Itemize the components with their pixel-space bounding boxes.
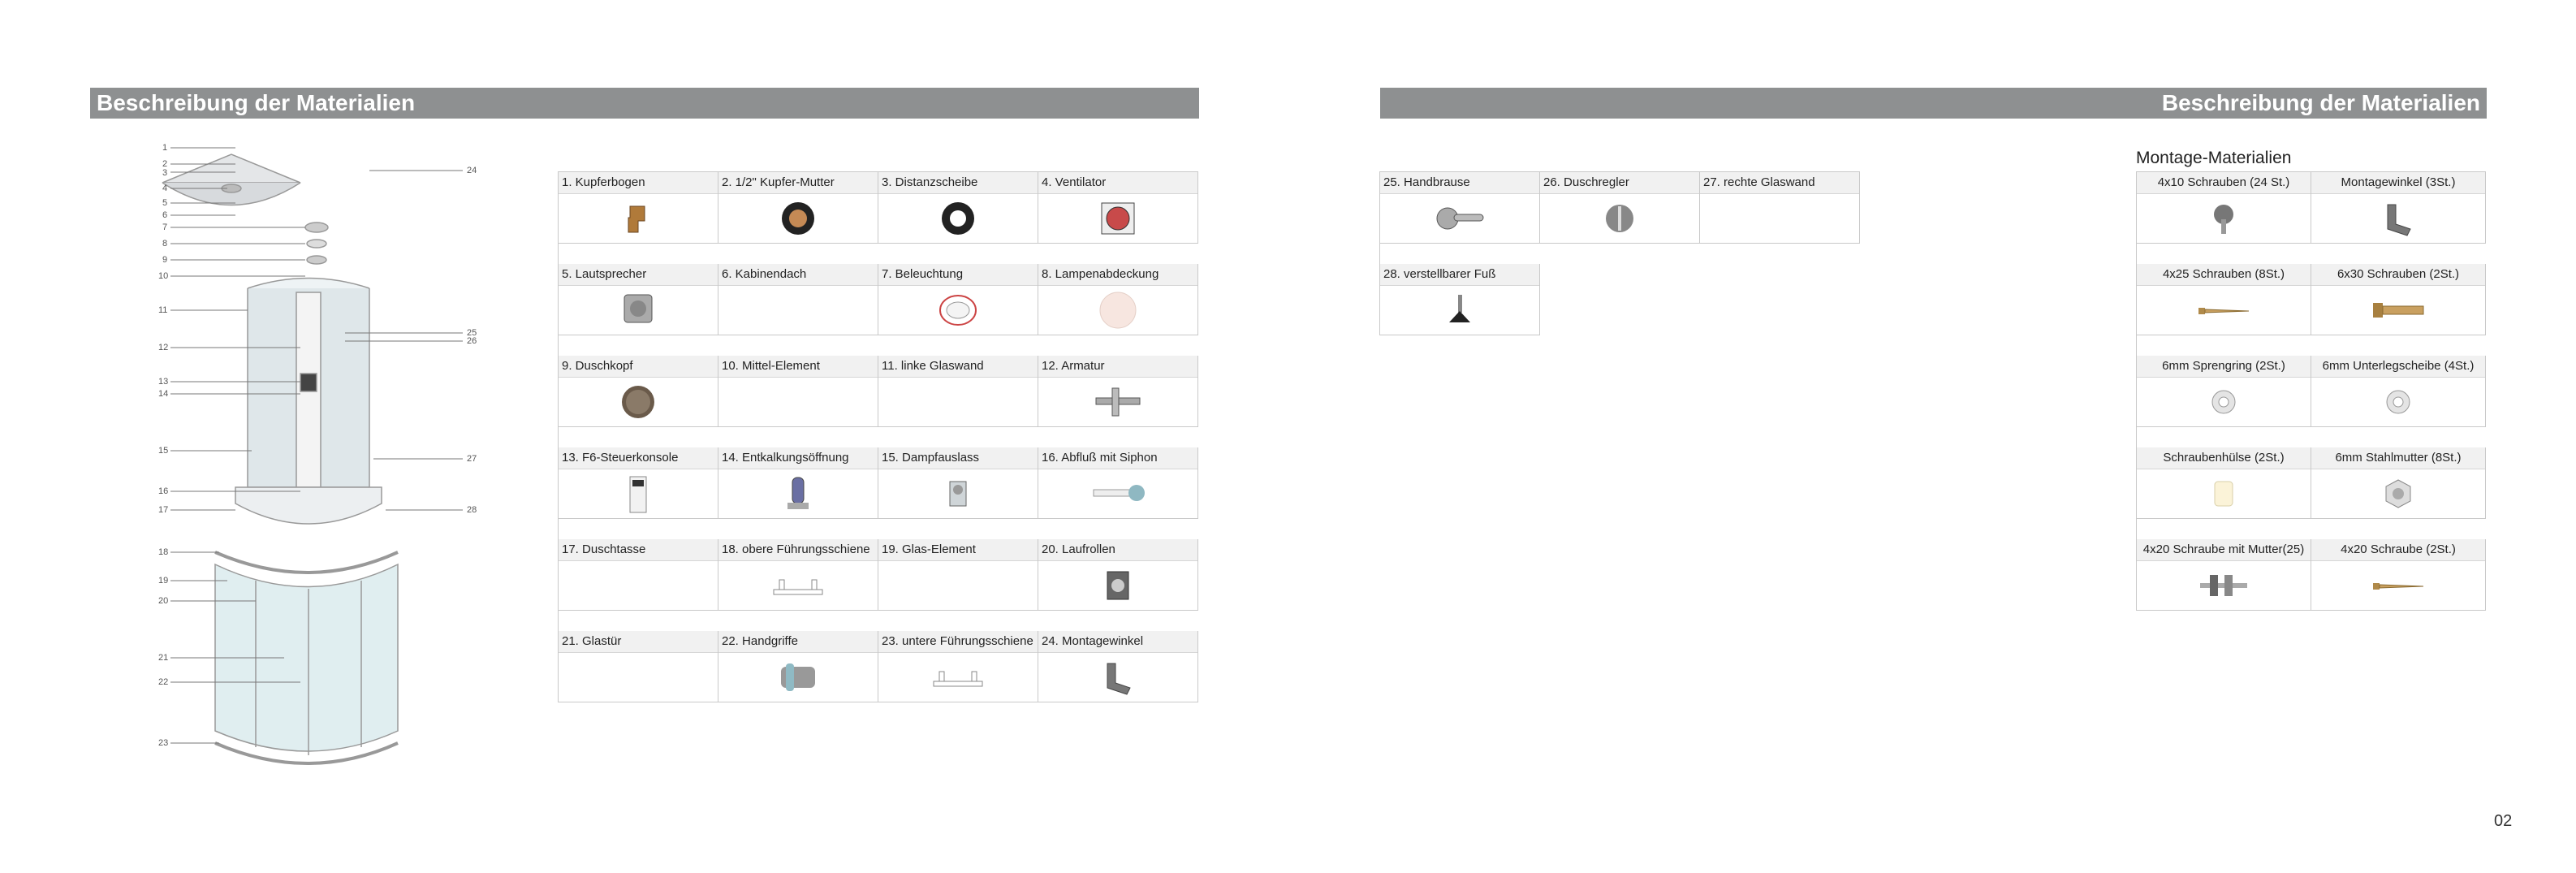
part-label: 22. Handgriffe xyxy=(718,631,878,653)
small-screw-icon xyxy=(2137,194,2311,243)
svg-text:7: 7 xyxy=(162,223,168,232)
handle-icon xyxy=(718,653,878,702)
fan-icon xyxy=(1038,194,1197,243)
part-label: 7. Beleuchtung xyxy=(878,264,1038,286)
part-label: 6x30 Schrauben (2St.) xyxy=(2311,264,2485,286)
svg-text:24: 24 xyxy=(467,166,477,175)
part-cell xyxy=(718,356,878,427)
svg-text:4: 4 xyxy=(162,184,168,193)
control-panel-icon xyxy=(559,469,718,518)
part-cell xyxy=(718,539,878,611)
part-label: 17. Duschtasse xyxy=(559,539,718,561)
thin-screw-icon xyxy=(2311,561,2485,610)
svg-text:14: 14 xyxy=(158,389,169,399)
part-cell xyxy=(1038,447,1198,519)
part-label: 8. Lampenabdeckung xyxy=(1038,264,1197,286)
svg-text:16: 16 xyxy=(158,486,169,496)
part-label: 24. Montagewinkel xyxy=(1038,631,1197,653)
lamp-cover-icon xyxy=(1038,286,1197,335)
part-cell xyxy=(878,172,1038,244)
part-image-empty xyxy=(718,378,878,426)
part-cell xyxy=(718,172,878,244)
part-label: Montagewinkel (3St.) xyxy=(2311,172,2485,194)
bolt-icon xyxy=(2311,286,2485,335)
angle-bracket-icon xyxy=(1038,653,1197,702)
part-cell xyxy=(718,447,878,519)
upper-rail-icon xyxy=(718,561,878,610)
hex-nut-icon xyxy=(2311,469,2485,518)
hand-shower-icon xyxy=(1380,194,1539,243)
roller-icon xyxy=(1038,561,1197,610)
part-cell xyxy=(1038,264,1198,335)
svg-text:23: 23 xyxy=(158,738,169,748)
part-label: 26. Duschregler xyxy=(1540,172,1699,194)
part-cell xyxy=(2137,172,2311,244)
part-label: 6mm Stahlmutter (8St.) xyxy=(2311,447,2485,469)
part-cell xyxy=(2311,447,2486,519)
svg-text:13: 13 xyxy=(158,377,169,387)
part-image-empty xyxy=(1700,194,1859,243)
part-cell xyxy=(2137,264,2311,335)
part-cell xyxy=(718,264,878,335)
part-label: 19. Glas-Element xyxy=(878,539,1038,561)
svg-text:19: 19 xyxy=(158,576,169,586)
part-cell xyxy=(2311,172,2486,244)
part-cell xyxy=(878,631,1038,702)
svg-text:26: 26 xyxy=(467,336,477,346)
part-label: 3. Distanzscheibe xyxy=(878,172,1038,194)
part-label: Schraubenhülse (2St.) xyxy=(2137,447,2311,469)
part-cell xyxy=(878,356,1038,427)
part-cell xyxy=(559,539,718,611)
part-cell xyxy=(2311,264,2486,335)
svg-text:1: 1 xyxy=(162,143,168,153)
adjustable-foot-icon xyxy=(1380,286,1539,335)
svg-text:8: 8 xyxy=(162,239,168,249)
svg-text:10: 10 xyxy=(158,271,169,281)
part-image-empty xyxy=(878,378,1038,426)
part-label: 11. linke Glaswand xyxy=(878,356,1038,378)
part-label: 14. Entkalkungsöffnung xyxy=(718,447,878,469)
svg-text:5: 5 xyxy=(162,198,168,208)
part-label: 4x20 Schraube mit Mutter(25) xyxy=(2137,539,2311,561)
part-cell xyxy=(1380,172,1540,244)
lighting-icon xyxy=(878,286,1038,335)
parts-table-continued xyxy=(1379,171,1860,335)
part-cell xyxy=(2311,356,2486,427)
part-label: 6mm Sprengring (2St.) xyxy=(2137,356,2311,378)
part-label: 20. Laufrollen xyxy=(1038,539,1197,561)
svg-text:3: 3 xyxy=(162,168,168,178)
svg-text:25: 25 xyxy=(467,328,477,338)
part-cell xyxy=(2137,356,2311,427)
svg-text:15: 15 xyxy=(158,446,169,456)
part-cell xyxy=(1700,172,1860,244)
part-cell xyxy=(2137,539,2311,611)
copper-nut-icon xyxy=(718,194,878,243)
part-image-empty xyxy=(878,561,1038,610)
flat-washer-icon xyxy=(2311,378,2485,426)
part-label: 4x25 Schrauben (8St.) xyxy=(2137,264,2311,286)
svg-text:21: 21 xyxy=(158,653,169,663)
faucet-icon xyxy=(1038,378,1197,426)
screw-sleeve-icon xyxy=(2137,469,2311,518)
part-cell xyxy=(1540,172,1700,244)
spacer-disc-icon xyxy=(878,194,1038,243)
part-cell xyxy=(1038,631,1198,702)
part-cell xyxy=(878,539,1038,611)
part-image-empty xyxy=(559,653,718,702)
shower-exploded-diagram xyxy=(154,138,511,771)
section-title-left: Beschreibung der Materialien xyxy=(90,88,1199,119)
part-label: 16. Abfluß mit Siphon xyxy=(1038,447,1197,469)
part-label: 6mm Unterlegscheibe (4St.) xyxy=(2311,356,2485,378)
svg-text:2: 2 xyxy=(162,159,168,169)
svg-text:9: 9 xyxy=(162,255,168,265)
long-screw-icon xyxy=(2137,286,2311,335)
copper-elbow-icon xyxy=(559,194,718,243)
part-cell xyxy=(559,631,718,702)
part-label: 13. F6-Steuerkonsole xyxy=(559,447,718,469)
part-label: 10. Mittel-Element xyxy=(718,356,878,378)
part-label: 9. Duschkopf xyxy=(559,356,718,378)
svg-text:27: 27 xyxy=(467,454,477,464)
part-cell xyxy=(559,447,718,519)
part-label: 1. Kupferbogen xyxy=(559,172,718,194)
screw-with-nut-icon xyxy=(2137,561,2311,610)
part-cell xyxy=(559,172,718,244)
parts-table xyxy=(558,171,1198,702)
svg-text:18: 18 xyxy=(158,547,169,557)
part-label: 15. Dampfauslass xyxy=(878,447,1038,469)
part-label: 25. Handbrause xyxy=(1380,172,1539,194)
part-label: 4x20 Schraube (2St.) xyxy=(2311,539,2485,561)
part-label: 4. Ventilator xyxy=(1038,172,1197,194)
part-cell xyxy=(1038,539,1198,611)
mounting-materials-table xyxy=(2136,171,2486,611)
part-cell xyxy=(1380,264,1540,335)
part-label: 23. untere Führungsschiene xyxy=(878,631,1038,653)
shower-knob-icon xyxy=(1540,194,1699,243)
drain-siphon-icon xyxy=(1038,469,1197,518)
shower-head-icon xyxy=(559,378,718,426)
part-cell xyxy=(2137,447,2311,519)
part-label: 21. Glastür xyxy=(559,631,718,653)
svg-text:12: 12 xyxy=(158,343,169,352)
part-cell xyxy=(2311,539,2486,611)
part-cell xyxy=(718,631,878,702)
section-title-right: Beschreibung der Materialien xyxy=(1380,88,2487,119)
svg-text:20: 20 xyxy=(158,596,169,606)
page-number: 02 xyxy=(2494,812,2513,830)
spring-washer-icon xyxy=(2137,378,2311,426)
part-label: 5. Lautsprecher xyxy=(559,264,718,286)
part-label: 4x10 Schrauben (24 St.) xyxy=(2137,172,2311,194)
part-cell xyxy=(1038,356,1198,427)
part-label: 18. obere Führungsschiene xyxy=(718,539,878,561)
part-label: 2. 1/2" Kupfer-Mutter xyxy=(718,172,878,194)
part-cell xyxy=(559,356,718,427)
svg-text:22: 22 xyxy=(158,677,169,687)
part-label: 12. Armatur xyxy=(1038,356,1197,378)
lower-rail-icon xyxy=(878,653,1038,702)
part-label: 27. rechte Glaswand xyxy=(1700,172,1859,194)
svg-text:11: 11 xyxy=(158,305,168,315)
part-cell xyxy=(559,264,718,335)
part-cell xyxy=(1038,172,1198,244)
svg-text:6: 6 xyxy=(162,210,168,220)
part-image-empty xyxy=(559,561,718,610)
steam-outlet-icon xyxy=(878,469,1038,518)
part-cell xyxy=(878,447,1038,519)
part-label: 6. Kabinendach xyxy=(718,264,878,286)
svg-text:28: 28 xyxy=(467,505,477,515)
part-image-empty xyxy=(718,286,878,335)
speaker-icon xyxy=(559,286,718,335)
part-cell xyxy=(878,264,1038,335)
svg-text:17: 17 xyxy=(158,505,169,515)
angle-bracket-icon xyxy=(2311,194,2485,243)
descaling-outlet-icon xyxy=(718,469,878,518)
part-label: 28. verstellbarer Fuß xyxy=(1380,264,1539,286)
mounting-materials-title: Montage-Materialien xyxy=(2136,149,2292,167)
